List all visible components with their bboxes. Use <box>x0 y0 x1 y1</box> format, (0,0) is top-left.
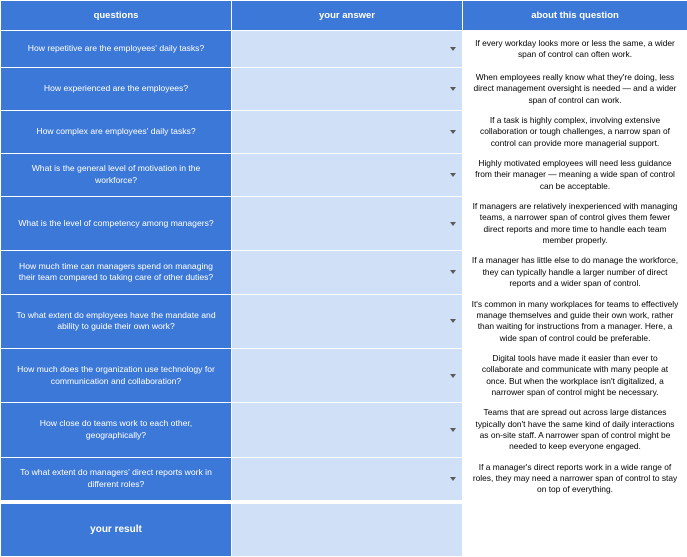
table-row <box>1 68 687 111</box>
answer-cell[interactable] <box>232 251 463 294</box>
answer-cell[interactable] <box>232 348 463 402</box>
table-row <box>1 111 687 154</box>
column-header-your-answer: your answer <box>232 1 463 31</box>
column-header-questions: questions <box>1 1 232 31</box>
question-cell: To what extent do employees have the mandate and ability to guide their own work? <box>1 294 232 348</box>
info-cell: If a manager's direct reports work in a wide range of roles, they may need a narrower span of control to stay on top of everything. <box>463 457 687 500</box>
table-row <box>1 197 687 251</box>
info-cell: If a task is highly complex, involving extensive collaboration or tough challenges, a narrow span of control can provide more managerial support. <box>463 111 687 154</box>
chevron-down-icon[interactable] <box>450 87 456 91</box>
table-row <box>1 154 687 197</box>
result-row <box>1 503 687 556</box>
answer-cell[interactable] <box>232 111 463 154</box>
answer-dropdown[interactable] <box>232 114 462 150</box>
info-cell: Digital tools have made it easier than ever to collaborate and communicate with many people at once. But when the workplace isn't digitalized, a narrower span of control might be necessary. <box>463 348 687 402</box>
answer-cell[interactable] <box>232 197 463 251</box>
answer-cell[interactable] <box>232 457 463 500</box>
answer-cell[interactable] <box>232 403 463 457</box>
answer-dropdown[interactable] <box>232 157 462 193</box>
info-cell: If a manager has little else to do manage the workforce, they can typically handle a larger number of direct reports and a wider span of control. <box>463 251 687 294</box>
answer-dropdown[interactable] <box>232 31 462 67</box>
result-info-cell <box>463 503 687 556</box>
info-cell: It's common in many workplaces for teams to effectively manage themselves and guide their own work, rather than waiting for instructions from a manager. Here, a wide span of control could be preferable. <box>463 294 687 348</box>
table-row <box>1 457 687 500</box>
answer-cell[interactable] <box>232 294 463 348</box>
result-label: your result <box>1 503 232 556</box>
answer-dropdown[interactable] <box>232 303 462 339</box>
info-cell: When employees really know what they're doing, less direct management oversight is needed — and a wider span of control can work. <box>463 68 687 111</box>
question-cell: How close do teams work to each other, geographically? <box>1 403 232 457</box>
question-cell: How experienced are the employees? <box>1 68 232 111</box>
answer-dropdown[interactable] <box>232 412 462 448</box>
table-row <box>1 348 687 402</box>
table-row <box>1 251 687 294</box>
chevron-down-icon[interactable] <box>450 270 456 274</box>
question-cell: To what extent do managers' direct reports work in different roles? <box>1 457 232 500</box>
question-cell: How complex are employees' daily tasks? <box>1 111 232 154</box>
result-value-wrap[interactable] <box>232 508 462 552</box>
chevron-down-icon[interactable] <box>450 477 456 481</box>
column-header-about-this-question: about this question <box>463 1 687 31</box>
answer-dropdown[interactable] <box>232 206 462 242</box>
chevron-down-icon[interactable] <box>450 319 456 323</box>
table-row <box>1 403 687 457</box>
info-cell: If managers are relatively inexperienced with managing teams, a narrower span of control gives them fewer direct reports and more time to handle each team member properly. <box>463 197 687 251</box>
question-cell: How much does the organization use technology for communication and collaboration? <box>1 348 232 402</box>
table-header-row <box>1 1 687 31</box>
answer-dropdown[interactable] <box>232 254 462 290</box>
chevron-down-icon[interactable] <box>450 173 456 177</box>
chevron-down-icon[interactable] <box>450 428 456 432</box>
answer-cell[interactable] <box>232 154 463 197</box>
answer-dropdown[interactable] <box>232 358 462 394</box>
info-cell: If every workday looks more or less the same, a wider span of control can often work. <box>463 31 687 68</box>
table-row <box>1 31 687 68</box>
question-cell: What is the level of competency among managers? <box>1 197 232 251</box>
table-row <box>1 294 687 348</box>
chevron-down-icon[interactable] <box>450 374 456 378</box>
result-answer-cell[interactable] <box>232 503 463 556</box>
chevron-down-icon[interactable] <box>450 222 456 226</box>
question-cell: How much time can managers spend on managing their team compared to taking care of other duties? <box>1 251 232 294</box>
answer-cell[interactable] <box>232 31 463 68</box>
info-cell: Teams that are spread out across large distances typically don't have the same kind of daily interactions as on-site staff. A narrower span of control might be needed to keep everyone engaged. <box>463 403 687 457</box>
info-cell: Highly motivated employees will need less guidance from their manager — meaning a wide span of control can be acceptable. <box>463 154 687 197</box>
answer-cell[interactable] <box>232 68 463 111</box>
chevron-down-icon[interactable] <box>450 130 456 134</box>
chevron-down-icon[interactable] <box>450 47 456 51</box>
question-cell: What is the general level of motivation in the workforce? <box>1 154 232 197</box>
question-cell: How repetitive are the employees' daily tasks? <box>1 31 232 68</box>
answer-dropdown[interactable] <box>232 461 462 497</box>
answer-dropdown[interactable] <box>232 71 462 107</box>
